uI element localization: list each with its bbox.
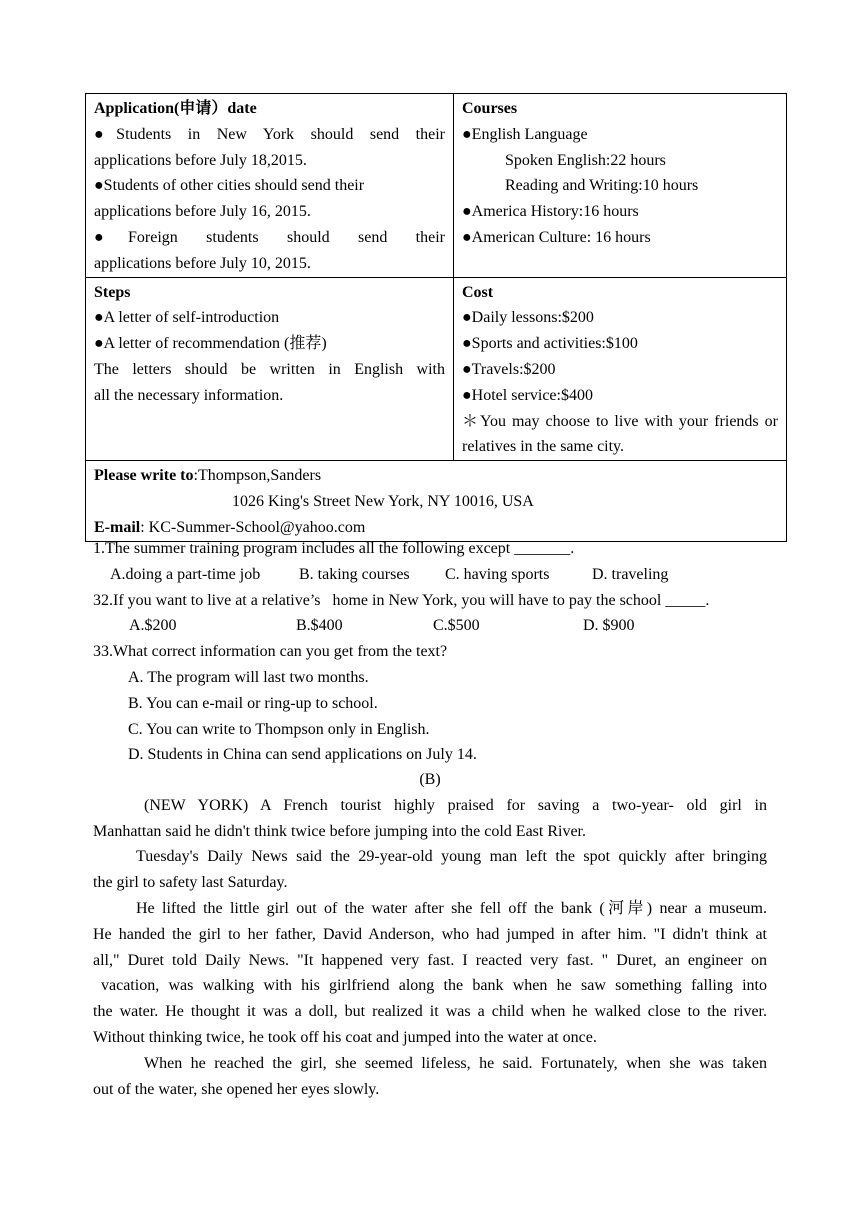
write-to-value: :Thompson,Sanders (193, 467, 322, 485)
option-d: D. $900 (583, 617, 635, 635)
courses-subitem: Reading and Writing:10 hours (505, 177, 699, 195)
question-block (93, 536, 773, 768)
email-value: : KC-Summer-School@yahoo.com (140, 518, 366, 536)
application-line: ●Students of other cities should send their (94, 177, 365, 195)
table-row (86, 94, 787, 278)
question-1-options (93, 562, 773, 588)
paragraph-line: (NEW YORK) A French tourist highly praised for saving a two-year- old girl in (144, 796, 767, 814)
steps-item: ●A letter of recommendation (推荐) (94, 335, 327, 353)
paragraph-line: all," Duret told Daily News. "It happened very fast. I reacted very fast. " Duret, an engineer on (93, 951, 767, 969)
cost-cell (454, 277, 787, 461)
email-label: E-mail (94, 518, 141, 536)
contact-address: 1026 King's Street New York, NY 10016, USA (232, 492, 534, 510)
application-line: ●Students in New York should send their (94, 125, 445, 143)
paragraph-line: vacation, was walking with his girlfriend along the bank when he saw something falling into (101, 977, 767, 995)
steps-note: The letters should be written in English with (94, 360, 445, 378)
option-b: B.$400 (296, 617, 343, 635)
paragraph-line: Manhattan said he didn't think twice before jumping into the cold East River. (93, 822, 586, 840)
paragraph-line: Tuesday's Daily News said the 29-year-old young man left the spot quickly after bringing (136, 848, 767, 866)
application-line: applications before July 18,2015. (94, 151, 307, 169)
option-b: B. You can e-mail or ring-up to school. (128, 694, 378, 712)
option-b: B. taking courses (299, 565, 410, 583)
paragraph (93, 1051, 767, 1103)
option-c: C.$500 (433, 617, 480, 635)
write-to-label: Please write to (94, 467, 194, 485)
application-cell (86, 94, 454, 278)
section-label: (B) (419, 771, 441, 788)
paragraph-line: He lifted the little girl out of the water after she fell off the bank (河岸) near a museum. (136, 899, 767, 917)
paragraph (93, 896, 767, 1051)
application-heading: Application(申请）date (94, 100, 257, 117)
option-d: D. traveling (592, 565, 669, 583)
option-a: A.doing a part-time job (110, 565, 261, 583)
courses-item: ●English Language (462, 125, 588, 143)
paragraph-line: out of the water, she opened her eyes slowly. (93, 1080, 380, 1098)
question-32-stem: 32.If you want to live at a relative’s home in New York, you will have to pay the school _____. (93, 591, 710, 609)
courses-item: ●America History:16 hours (462, 203, 639, 221)
option-d: D. Students in China can send applications on July 14. (128, 746, 477, 764)
option-c: C. You can write to Thompson only in English. (128, 720, 430, 738)
application-line: ●Foreign students should send their (94, 228, 445, 246)
info-table (85, 93, 787, 542)
paragraph-line: the girl to safety last Saturday. (93, 874, 288, 892)
steps-cell (86, 277, 454, 461)
question-1-stem: 1.The summer training program includes all the following except _______. (93, 540, 575, 557)
cost-note: ＊You may choose to live with your friends or (462, 412, 778, 430)
paragraph (93, 844, 767, 896)
contact-cell (86, 461, 787, 541)
courses-cell (454, 94, 787, 278)
table-row (86, 461, 787, 541)
application-line: applications before July 16, 2015. (94, 203, 311, 221)
option-a: A. The program will last two months. (128, 668, 369, 686)
option-a: A.$200 (129, 617, 177, 635)
question-32-options (93, 613, 773, 639)
courses-subitem: Spoken English:22 hours (505, 151, 666, 169)
steps-note: all the necessary information. (94, 386, 284, 404)
courses-heading: Courses (462, 100, 518, 117)
application-line: applications before July 10, 2015. (94, 254, 311, 272)
courses-item: ●American Culture: 16 hours (462, 228, 651, 246)
paragraph-line: the water. He thought it was a doll, but realized it was a child when he walked close to the river. (93, 1003, 767, 1021)
cost-item: ●Travels:$200 (462, 360, 556, 378)
steps-heading: Steps (94, 283, 131, 301)
reading-passage (93, 767, 767, 1102)
contact-write-line (94, 463, 778, 489)
cost-item: ●Sports and activities:$100 (462, 335, 638, 353)
cost-item: ●Daily lessons:$200 (462, 309, 594, 327)
cost-heading: Cost (462, 283, 494, 301)
cost-item: ●Hotel service:$400 (462, 386, 593, 404)
steps-item: ●A letter of self-introduction (94, 309, 280, 327)
paragraph-line: He handed the girl to her father, David Anderson, who had jumped in after him. "I didn't think at (93, 925, 767, 943)
cost-note: relatives in the same city. (462, 438, 625, 456)
paragraph (93, 793, 767, 845)
paragraph-line: When he reached the girl, she seemed lifeless, he said. Fortunately, when she was taken (144, 1054, 767, 1072)
question-33-stem: 33.What correct information can you get from the text? (93, 643, 448, 661)
table-row (86, 277, 787, 461)
paragraph-line: Without thinking twice, he took off his coat and jumped into the water at once. (93, 1028, 597, 1046)
option-c: C. having sports (445, 565, 550, 583)
